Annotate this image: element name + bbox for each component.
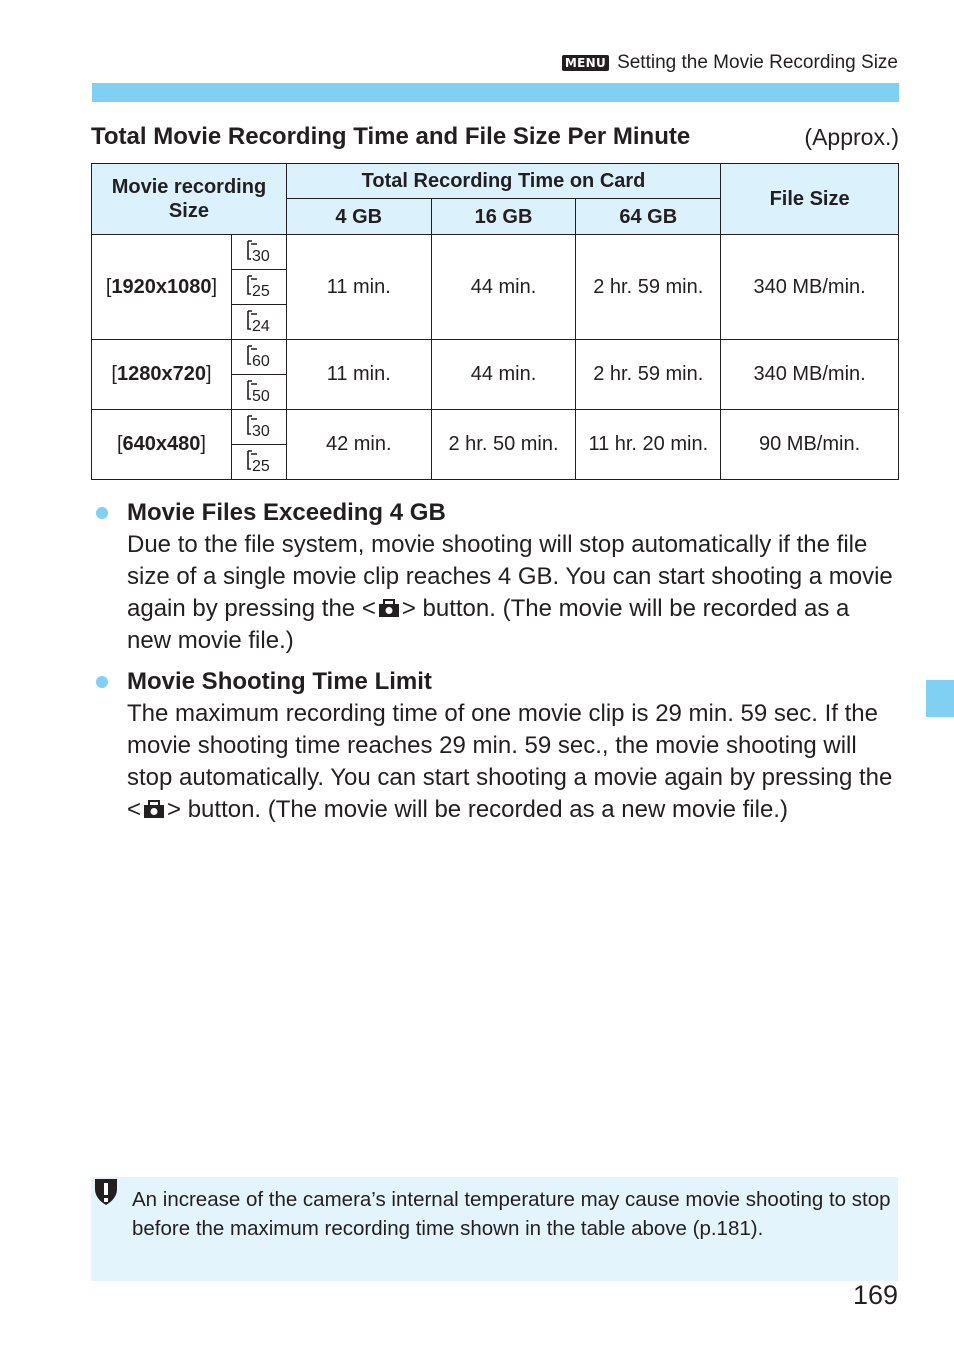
file-size-cell: 340 MB/min. [721,340,899,410]
header-size: Movie recording Size [92,164,287,235]
movie-shooting-button-icon [376,596,402,620]
section-body-4gb: Due to the file system, movie shooting will stop automatically if the file size of a single movie clip reaches 4 GB. You can start shooting a movie again by pressing the < > button. (The movie will be recorded as a new movie file.) [127,531,893,654]
resolution-cell: [640x480] [92,410,232,480]
header-title: Setting the Movie Recording Size [617,52,898,73]
time-cell: 42 min. [286,410,431,480]
caution-icon [91,1177,121,1207]
chapter-tab [926,680,954,717]
header-file-size: File Size [721,164,899,235]
page-number: 169 [852,1280,898,1310]
time-cell: 2 hr. 59 min. [576,235,721,340]
section-body-time-limit: The maximum recording time of one movie clip is 29 min. 59 sec. If the movie shooting time reaches 29 min. 59 sec., the movie shooting will stop automatically. You can start shooting a movie again by pressing the < > button. (The movie will be recorded as a new movie file.) [127,700,893,823]
resolution-cell: [1920x1080] [92,235,232,340]
svg-text:50: 50 [251,388,270,405]
section-heading-4gb: Movie Files Exceeding 4 GB [127,499,446,526]
frame-rate-icon [231,410,286,445]
menu-icon: MENU [562,55,609,71]
time-cell: 2 hr. 50 min. [431,410,576,480]
svg-text:30: 30 [251,423,270,440]
frame-rate-icon [231,375,286,410]
recording-time-table [91,163,899,480]
table-row [92,340,899,375]
page-header [562,50,898,76]
table-row [92,410,899,445]
svg-text:60: 60 [251,353,270,370]
bullet-icon [96,676,108,688]
svg-text:25: 25 [251,458,270,475]
table-row [92,235,899,270]
section-heading-time-limit: Movie Shooting Time Limit [127,668,432,695]
movie-shooting-button-icon [141,797,167,821]
time-cell: 44 min. [431,340,576,410]
file-size-cell: 90 MB/min. [721,410,899,480]
header-card-4gb: 4 GB [286,199,431,235]
svg-text:30: 30 [251,248,270,265]
svg-text:25: 25 [251,283,270,300]
bullet-icon [96,507,108,519]
note-text: An increase of the camera’s internal temperature may cause movie shooting to stop before the maximum recording time shown in the table above (p.181). [132,1188,891,1240]
time-cell: 44 min. [431,235,576,340]
caution-note [91,1177,898,1281]
frame-rate-icon [231,270,286,305]
time-cell: 11 min. [286,235,431,340]
time-cell: 11 min. [286,340,431,410]
header-bar [92,83,899,102]
svg-text:24: 24 [251,318,270,335]
header-total-time: Total Recording Time on Card [286,164,720,199]
approx-label: (Approx.) [804,123,899,150]
frame-rate-icon [231,340,286,375]
frame-rate-icon [231,235,286,270]
header-card-16gb: 16 GB [431,199,576,235]
section-heading [91,121,899,153]
resolution-cell: [1280x720] [92,340,232,410]
header-card-64gb: 64 GB [576,199,721,235]
time-cell: 11 hr. 20 min. [576,410,721,480]
section-title: Total Movie Recording Time and File Size Per Minute [91,123,691,150]
frame-rate-icon [231,445,286,480]
file-size-cell: 340 MB/min. [721,235,899,340]
frame-rate-icon [231,305,286,340]
time-cell: 2 hr. 59 min. [576,340,721,410]
